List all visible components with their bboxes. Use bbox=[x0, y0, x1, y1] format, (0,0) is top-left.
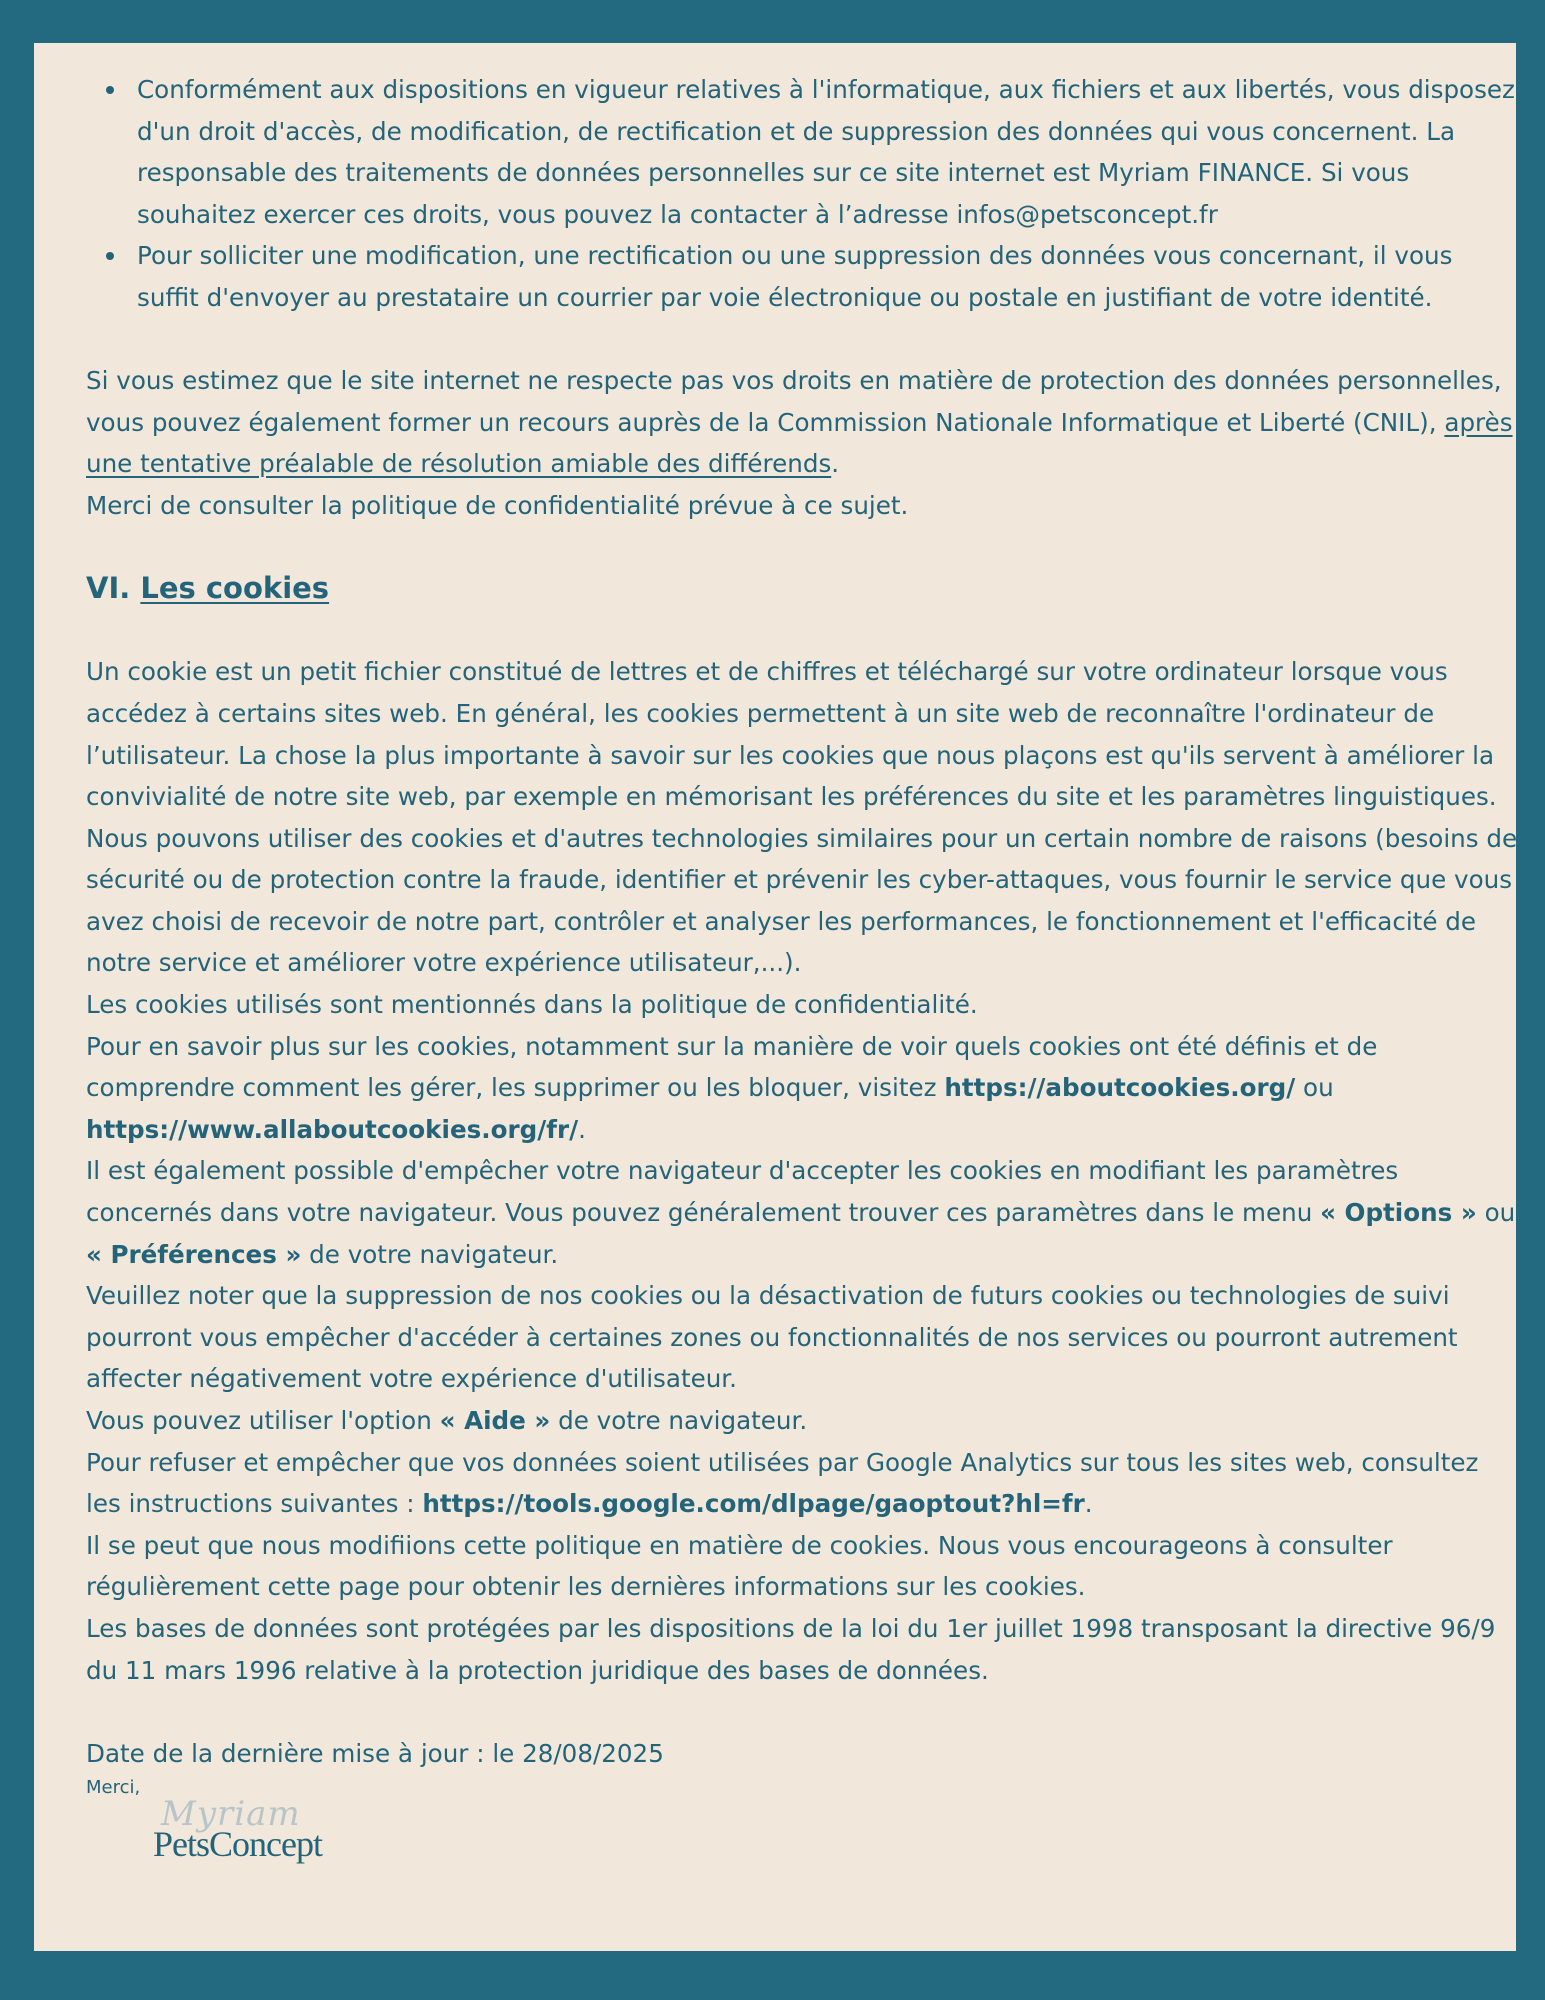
database-protection: Les bases de données sont protégées par les dispositions de la loi du 1er juillet 1998 transposant la directive 96/9 du 11 mars 1996 relative à la protection juridique des bases de données. bbox=[86, 1613, 1496, 1685]
list-item: Conformément aux dispositions en vigueur relatives à l'informatique, aux fichiers et aux libertés, vous disposez d'un droit d'accès, de modification, de rectification et de suppression des données qui vous concernent. La responsable des traitements de données personnelles sur ce site internet est Myriam FINANCE. Si vous souhaitez exercer ces droits, vous pouvez la contacter à l’adresse infos@petsconcept.fr bbox=[137, 69, 1520, 235]
cookies-definition: Un cookie est un petit fichier constitué de lettres et de chiffres et téléchargé sur votre ordinateur lorsque vous accédez à certains sites web. En général, les cookies permettent à un site web de reconnaître l'ordinateur de l’utilisateur. La chose la plus importante à savoir sur les cookies que nous plaçons est qu'ils servent à améliorer la convivialité de notre site web, par exemple en mémorisant les préférences du site et les paramètres linguistiques. bbox=[86, 657, 1497, 812]
petsconcept-logo bbox=[141, 1794, 341, 1884]
help-menu-label: « Aide » bbox=[439, 1406, 551, 1435]
section-title: Les cookies bbox=[140, 571, 330, 606]
help-option: Vous pouvez utiliser l'option « Aide » de votre navigateur. bbox=[86, 1406, 808, 1435]
aboutcookies-link[interactable]: https://aboutcookies.org/ bbox=[944, 1073, 1296, 1103]
policy-changes: Il se peut que nous modifiions cette politique en matière de cookies. Nous vous encourageons à consulter régulièrement cette page pour obtenir les dernières informations sur les cookies. bbox=[86, 1530, 1393, 1602]
google-analytics-optout: Pour refuser et empêcher que vos données soient utilisées par Google Analytics sur tous les sites web, consultez les instructions suivantes : https://tools.google.com/dlpage/gaoptout?hl=fr. bbox=[86, 1447, 1479, 1519]
document-content bbox=[86, 69, 1520, 1884]
cnil-paragraph: Si vous estimez que le site internet ne respecte pas vos droits en matière de protection des données personnelles, vous pouvez également former un recours auprès de la Commission Nationale Informatique et Liberté (CNIL), après une tentative préalable de résolution amiable des différends. bbox=[86, 366, 1513, 479]
section-number: VI. bbox=[86, 571, 141, 606]
privacy-policy-note: Merci de consulter la politique de confidentialité prévue à ce sujet. bbox=[86, 490, 909, 520]
cookies-list-note: Les cookies utilisés sont mentionnés dans la politique de confidentialité. bbox=[86, 990, 978, 1020]
cookies-warning: Veuillez noter que la suppression de nos cookies ou la désactivation de futurs cookies ou technologies de suivi pourront vous empêcher d'accéder à certaines zones ou fonctionnalités de nos services ou pourront autrement affecter négativement votre expérience d'utilisateur. bbox=[86, 1281, 1458, 1394]
allaboutcookies-link[interactable]: https://www.allaboutcookies.org/fr/ bbox=[86, 1114, 579, 1144]
cookies-usage: Nous pouvons utiliser des cookies et d'autres technologies similaires pour un certain nombre de raisons (besoins de sécurité ou de protection contre la fraude, identifier et prévenir les cyber-attaques, vous fournir le service que vous avez choisi de recevoir de notre part, contrôler et analyser les performances, le fonctionnement et l'efficacité de notre service et améliorer votre expérience utilisateur,...). bbox=[86, 823, 1518, 978]
browser-settings: Il est également possible d'empêcher votre navigateur d'accepter les cookies en modifiant les paramètres concernés dans votre navigateur. Vous pouvez généralement trouver ces paramètres dans le menu « Options » ou « Préférences » de votre navigateur. bbox=[86, 1156, 1516, 1269]
closing-thanks: Merci, bbox=[86, 1777, 141, 1799]
cnil-text: Si vous estimez que le site internet ne respecte pas vos droits en matière de protection des données personnelles, vous pouvez également former un recours auprès de la Commission Nationale Informatique et Liberté (CNIL), bbox=[86, 366, 1502, 437]
logo-main-text: PetsConcept bbox=[153, 1824, 322, 1865]
options-menu-label: « Options » bbox=[1320, 1198, 1477, 1228]
section-heading bbox=[86, 568, 1520, 610]
document-page bbox=[34, 43, 1516, 1951]
preferences-menu-label: « Préférences » bbox=[86, 1239, 302, 1269]
rights-list bbox=[86, 69, 1520, 319]
last-update-date: Date de la dernière mise à jour : le 28/08/2025 bbox=[86, 1738, 664, 1768]
list-item: Pour solliciter une modification, une rectification ou une suppression des données vous concernant, il vous suffit d'envoyer au prestataire un courrier par voie électronique ou postale en justifiant de votre identité. bbox=[137, 235, 1520, 318]
cookies-more-info: Pour en savoir plus sur les cookies, notamment sur la manière de voir quels cookies ont été définis et de comprendre comment les gérer, les supprimer ou les bloquer, visitez https://aboutcookies.org/ ou https://www.allaboutcookies.org/fr/. bbox=[86, 1031, 1378, 1144]
gaoptout-link[interactable]: https://tools.google.com/dlpage/gaoptout?hl=fr bbox=[422, 1489, 1085, 1519]
logo-script-text: Myriam bbox=[161, 1794, 301, 1835]
amicable-resolution-link[interactable]: après une tentative préalable de résolution amiable des différends bbox=[86, 407, 1513, 479]
